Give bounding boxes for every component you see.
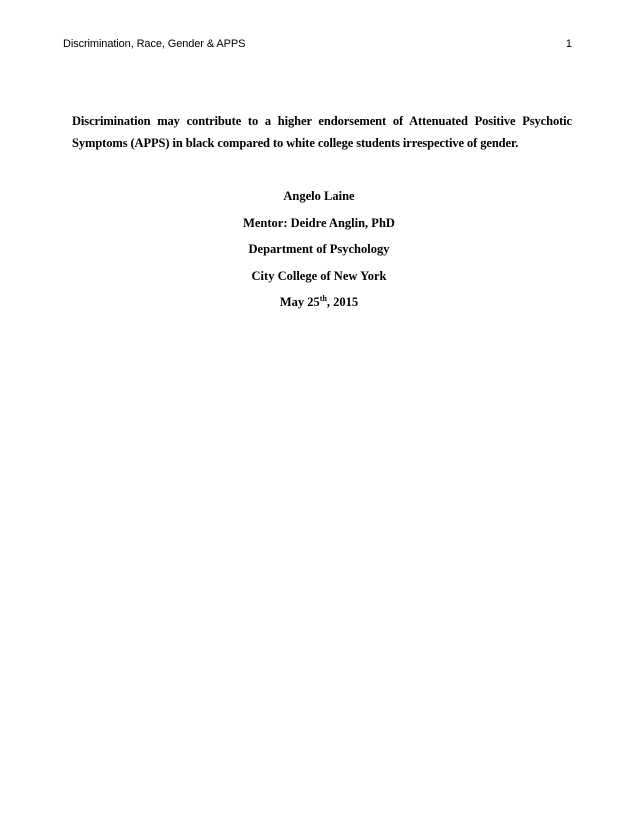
date-year: , 2015 [326, 295, 359, 309]
page-number: 1 [565, 38, 572, 50]
department-line: Department of Psychology [248, 242, 390, 256]
institution-line: City College of New York [251, 268, 387, 283]
author-name: Angelo Laine [283, 189, 355, 203]
paper-title-line-2: Symptoms (APPS) in black compared to white college students irrespective of gender. [72, 136, 519, 150]
title-page-info [0, 188, 638, 321]
mentor-line: Mentor: Deidre Anglin, PhD [243, 215, 395, 230]
running-head: Discrimination, Race, Gender & APPS [63, 38, 246, 50]
date-month-day: May 25 [279, 295, 320, 309]
date-ordinal-suffix: th [319, 293, 327, 303]
paper-title-line-1: Discrimination may contribute to a higher endorsement of Attenuated Positive Psychotic [72, 114, 572, 128]
date-line [0, 294, 638, 321]
paper-title [72, 110, 572, 154]
